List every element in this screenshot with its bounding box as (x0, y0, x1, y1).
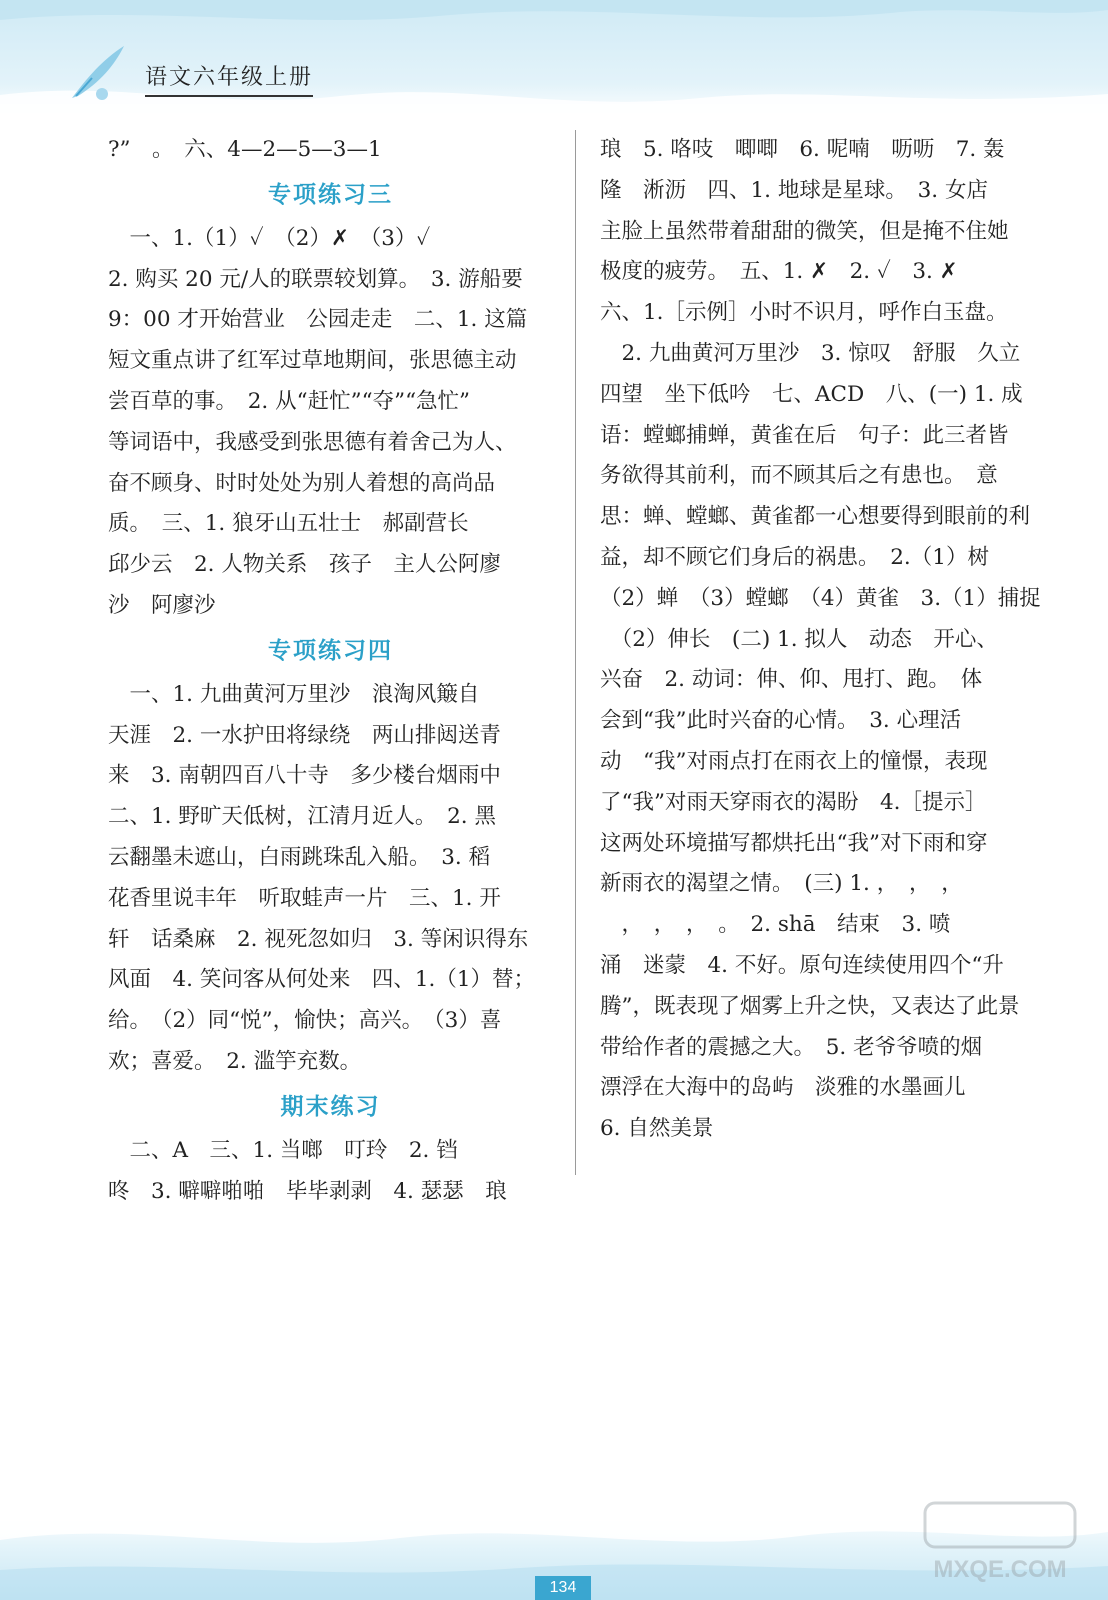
text-line: ?” 。 六、4—2—5—3—1 (108, 137, 382, 162)
text-line: 尝百草的事。 2. 从“赶忙”“夺”“急忙” (108, 388, 471, 414)
text-line: 务欲得其前利，而不顾其后之有患也。 意 (600, 463, 998, 489)
text-line: 六、1.［示例］小时不识月，呼作白玉盘。 (600, 300, 1008, 326)
book-title: 语文六年级上册 (145, 60, 313, 97)
text-line: 天涯 2. 一水护田将绿绕 两山排闼送青 (108, 722, 501, 748)
page-number: 134 (535, 1576, 591, 1600)
text-line: 腾”，既表现了烟雾上升之快，又表达了此景 (600, 993, 1020, 1019)
text-line: 奋不顾身、时时处处为别人着想的高尚品 (108, 470, 496, 496)
text-line: 轩 话桑麻 2. 视死忽如归 3. 等闲识得东 (108, 926, 529, 952)
text-line: 隆 淅沥 四、1. 地球是星球。 3. 女店 (600, 177, 988, 203)
text-line: 咚 3. 噼噼啪啪 毕毕剥剥 4. 瑟瑟 琅 (108, 1178, 507, 1204)
text-line: 四望 坐下低吟 七、ACD 八、(一) 1. 成 (600, 381, 1023, 407)
column-divider (575, 130, 576, 1175)
text-line: 这两处环境描写都烘托出“我”对下雨和穿 (600, 830, 988, 856)
section-title-final-practice: 期末练习 (280, 1092, 381, 1120)
text-line: 风面 4. 笑问客从何处来 四、1.（1）替； (108, 967, 536, 993)
text-line: 沙 阿廖沙 (108, 592, 216, 618)
text-line: 会到“我”此时兴奋的心情。 3. 心理活 (600, 708, 962, 734)
text-line: 新雨衣的渴望之情。 (三) 1. ， ， ， (600, 871, 963, 897)
text-line: 益，却不顾它们身后的祸患。 2.（1）树 (600, 544, 989, 570)
text-line: 带给作者的震撼之大。 5. 老爷爷喷的烟 (600, 1034, 983, 1060)
text-line: 二、1. 野旷天低树，江清月近人。 2. 黑 (108, 804, 496, 830)
text-line: 2. 九曲黄河万里沙 3. 惊叹 舒服 久立 (600, 340, 1021, 366)
text-line: 涌 迷蒙 4. 不好。原句连续使用四个“升 (600, 952, 1004, 978)
text-line: 一、1.（1）✓ （2）✗ （3）✓ (108, 225, 431, 251)
text-line: 兴奋 2. 动词：伸、仰、甩打、跑。 体 (600, 667, 983, 693)
text-line: 6. 自然美景 (600, 1116, 714, 1142)
right-column (600, 130, 1045, 1150)
text-line: （2）蝉 （3）螳螂 （4）黄雀 3.（1）捕捉 (600, 585, 1041, 611)
text-line: 质。 三、1. 狼牙山五壮士 郝副营长 (108, 511, 469, 537)
text-line: 等词语中，我感受到张思德有着舍己为人、 (108, 429, 517, 455)
feather-pen-icon (62, 38, 132, 112)
section-title-practice-4: 专项练习四 (268, 636, 393, 664)
text-line: 2. 购买 20 元/人的联票较划算。 3. 游船要 (108, 266, 523, 292)
text-line: 给。 （2）同“悦”，愉快；高兴。 （3）喜 (108, 1008, 502, 1034)
text-line: 来 3. 南朝四百八十寺 多少楼台烟雨中 (108, 763, 501, 789)
left-column (108, 130, 553, 1212)
text-line: 邱少云 2. 人物关系 孩子 主人公阿廖 (108, 552, 501, 578)
section-title-practice-3: 专项练习三 (268, 180, 393, 208)
text-line: ， ， ， 。 2. shā 结束 3. 喷 (600, 912, 951, 938)
text-line: 云翻墨未遮山，白雨跳珠乱入船。 3. 稻 (108, 844, 491, 870)
text-line: 极度的疲劳。 五、1. ✗ 2. ✓ 3. ✗ (600, 259, 958, 285)
text-line: 主脸上虽然带着甜甜的微笑，但是掩不住她 (600, 218, 1009, 244)
text-line: 一、1. 九曲黄河万里沙 浪淘风簸自 (108, 681, 480, 707)
text-line: 了“我”对雨天穿雨衣的渴盼 4.［提示］ (600, 789, 987, 815)
text-line: 花香里说丰年 听取蛙声一片 三、1. 开 (108, 885, 501, 911)
text-line: 琅 5. 咯吱 唧唧 6. 呢喃 呖呖 7. 轰 (600, 137, 1005, 162)
text-line: 9：00 才开始营业 公园走走 二、1. 这篇 (108, 307, 528, 333)
text-line: 动 “我”对雨点打在雨衣上的憧憬，表现 (600, 748, 988, 774)
text-line: 思：蝉、螳螂、黄雀都一心想要得到眼前的利 (600, 504, 1031, 530)
text-line: 欢；喜爱。 2. 滥竽充数。 (108, 1048, 362, 1074)
text-line: 语：螳螂捕蝉，黄雀在后 句子：此三者皆 (600, 422, 1009, 448)
text-line: （2）伸长 (二) 1. 拟人 动态 开心、 (600, 626, 998, 652)
text-line: 短文重点讲了红军过草地期间，张思德主动 (108, 348, 517, 374)
watermark-text: MXQE.COM (933, 1556, 1067, 1583)
text-line: 二、A 三、1. 当啷 叮玲 2. 铛 (108, 1137, 458, 1163)
watermark-logo (915, 1495, 1085, 1589)
text-line: 漂浮在大海中的岛屿 淡雅的水墨画儿 (600, 1075, 966, 1101)
